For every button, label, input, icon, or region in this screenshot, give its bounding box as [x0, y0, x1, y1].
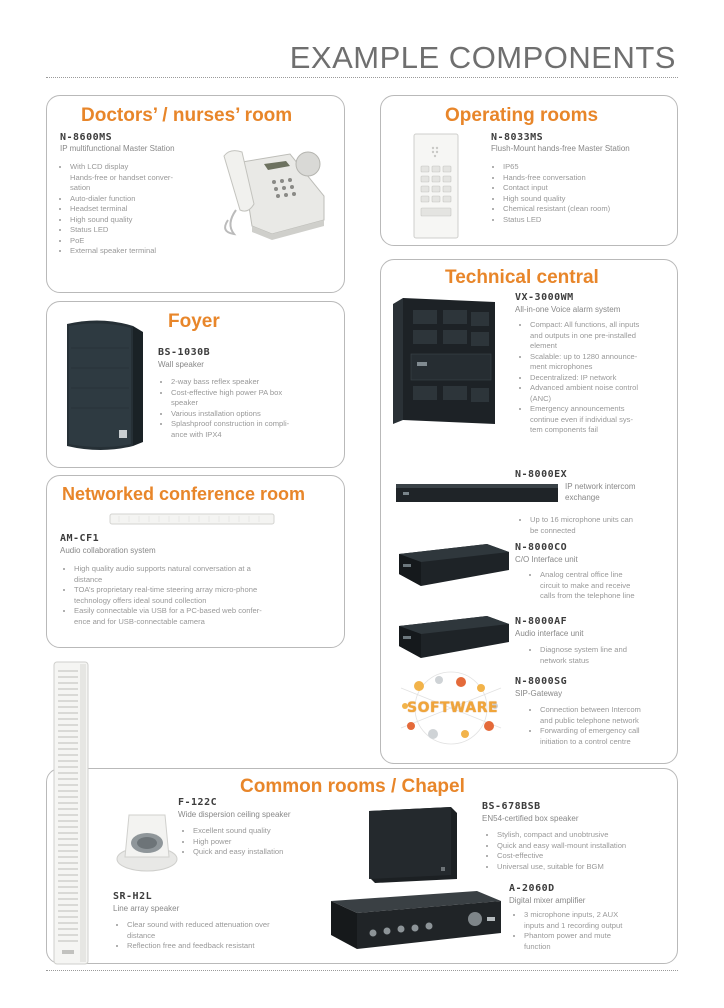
desc-a2060d: Digital mixer amplifier — [509, 896, 586, 905]
feature-item: • Diagnose system line and — [540, 645, 690, 656]
page-title: EXAMPLE COMPONENTS — [289, 40, 676, 75]
features-bs1030b — [161, 377, 351, 440]
feature-item: continue even if individual sys- — [530, 414, 633, 424]
desc-amcf1: Audio collaboration system — [60, 546, 156, 555]
feature-item: • Stylish, compact and unobtrusive — [497, 830, 677, 841]
desc-bs1030b: Wall speaker — [158, 360, 204, 369]
feature-item: • Chemical resistant (clean room) — [503, 204, 683, 215]
desc-n8000ex-line1: IP network intercom — [565, 482, 636, 491]
model-a2060d: A-2060D — [509, 883, 555, 894]
feature-item: • Splashproof construction in compli- — [171, 419, 351, 430]
feature-item: be connected — [530, 525, 576, 535]
feature-item: (ANC) — [530, 393, 552, 403]
heading-conference-room: Networked conference room — [62, 484, 306, 504]
features-f122c — [183, 826, 363, 858]
feature-item: • High quality audio supports natural conversation at a — [74, 564, 344, 575]
feature-item: • With LCD display — [70, 162, 220, 173]
feature-item: function — [524, 941, 551, 951]
card-technical-central — [380, 259, 678, 764]
model-n8033ms: N-8033MS — [491, 132, 544, 143]
feature-item: • Auto-dialer function — [70, 194, 220, 205]
features-n8033ms — [493, 162, 683, 225]
wall-speaker-image — [61, 318, 147, 456]
feature-item: • Clear sound with reduced attenuation over — [127, 920, 337, 931]
desc-n8000ex-line2: exchange — [565, 493, 600, 502]
feature-item: technology offers ideal sound collection — [74, 595, 207, 605]
audio-collaboration-bar-image — [109, 512, 275, 526]
feature-item: sation — [70, 183, 91, 192]
feature-item: • 3 microphone inputs, 2 AUX — [524, 910, 684, 921]
model-bs1030b: BS-1030B — [158, 347, 211, 358]
feature-item: ment microphones — [530, 362, 593, 371]
model-n8000co: N-8000CO — [515, 542, 568, 553]
feature-item: • Headset terminal — [70, 204, 220, 215]
model-n8000af: N-8000AF — [515, 616, 568, 627]
feature-item: • High power — [193, 837, 363, 848]
features-n8000co — [530, 570, 690, 602]
card-operating-rooms — [380, 95, 678, 246]
feature-item: initiation to a control centre — [540, 736, 631, 746]
feature-item: and outputs in one pre-installed — [530, 330, 636, 340]
feature-item: • High sound quality — [503, 194, 683, 205]
features-a2060d — [514, 910, 684, 952]
box-speaker-image — [365, 805, 463, 885]
feature-item: • External speaker terminal — [70, 246, 220, 257]
audio-interface-unit-image — [395, 612, 511, 662]
features-bs678bsb — [487, 830, 677, 872]
card-doctors-room — [46, 95, 345, 293]
voice-alarm-rack-image — [391, 296, 503, 428]
feature-item: • Status LED — [70, 225, 220, 236]
feature-item: • Easily connectable via USB for a PC-based web confer- — [74, 606, 344, 617]
feature-item: • Connection between Intercom — [540, 705, 690, 716]
model-srh2l: SR-H2L — [113, 891, 153, 902]
feature-item: • Emergency announcements — [530, 404, 690, 415]
desc-bs678bsb: EN54-certified box speaker — [482, 814, 579, 823]
feature-item: • Compact: All functions, all inputs — [530, 320, 690, 331]
card-conference-room — [46, 475, 345, 648]
feature-item: • Up to 16 microphone units can — [530, 515, 690, 526]
ceiling-speaker-image — [115, 803, 179, 873]
title-divider — [46, 77, 678, 78]
feature-item: • Universal use, suitable for BGM — [497, 862, 677, 873]
mixer-amplifier-image — [327, 887, 503, 951]
desc-vx3000wm: All-in-one Voice alarm system — [515, 305, 621, 314]
feature-item: • Advanced ambient noise control — [530, 383, 690, 394]
card-common-rooms — [46, 768, 678, 964]
feature-item: distance — [127, 930, 156, 940]
feature-item: • Cost-effective — [497, 851, 677, 862]
desc-srh2l: Line array speaker — [113, 904, 180, 913]
features-srh2l — [117, 920, 337, 952]
feature-item: ence and for USB-connectable camera — [74, 616, 205, 626]
feature-item: inputs and 1 recording output — [524, 920, 623, 930]
feature-item: • TOA’s proprietary real-time steering array micro-phone — [74, 585, 344, 596]
feature-item: • PoE — [70, 236, 220, 247]
feature-item: • IP65 — [503, 162, 683, 173]
feature-item: • Quick and easy wall-mount installation — [497, 841, 677, 852]
features-n8000ex — [520, 515, 690, 536]
desc-n8033ms: Flush-Mount hands-free Master Station — [491, 144, 630, 153]
feature-item: element — [530, 341, 558, 350]
model-vx3000wm: VX-3000WM — [515, 292, 574, 303]
feature-item: • High sound quality — [70, 215, 220, 226]
feature-item: tem components fail — [530, 425, 598, 434]
feature-item: • Scalable: up to 1280 announce- — [530, 352, 690, 363]
feature-item: and public telephone network — [540, 715, 639, 725]
feature-item: network status — [540, 655, 589, 665]
feature-item: • Forwarding of emergency call — [540, 726, 690, 737]
master-station-image — [212, 134, 332, 244]
heading-technical-central: Technical central — [445, 267, 599, 288]
desc-n8600ms: IP multifunctional Master Station — [60, 144, 175, 153]
heading-common-rooms: Common rooms / Chapel — [240, 776, 465, 797]
model-n8600ms: N-8600MS — [60, 132, 113, 143]
feature-item: Hands-free or handset conver- — [70, 172, 173, 182]
intercom-exchange-image — [395, 482, 559, 504]
footer-divider — [46, 970, 678, 971]
desc-n8000co: C/O Interface unit — [515, 555, 578, 564]
feature-item: • Contact input — [503, 183, 683, 194]
feature-item: • 2-way bass reflex speaker — [171, 377, 351, 388]
model-n8000sg: N-8000SG — [515, 676, 568, 687]
co-interface-unit-image — [395, 540, 511, 590]
card-foyer — [46, 301, 345, 468]
model-f122c: F-122C — [178, 797, 218, 808]
heading-operating-rooms: Operating rooms — [445, 105, 599, 126]
features-n8600ms — [60, 162, 220, 257]
flush-mount-station-image — [411, 132, 461, 240]
features-amcf1 — [64, 564, 344, 627]
feature-item: • Phantom power and mute — [524, 931, 684, 942]
features-n8000sg — [530, 705, 690, 747]
software-label: SOFTWARE — [407, 700, 499, 716]
features-vx3000wm — [520, 320, 690, 436]
feature-item: speaker — [171, 398, 199, 407]
desc-n8000af: Audio interface unit — [515, 629, 584, 638]
feature-item: • Various installation options — [171, 409, 351, 420]
feature-item: • Decentralized: IP network — [530, 373, 690, 384]
feature-item: • Status LED — [503, 215, 683, 226]
feature-item: calls from the telephone line — [540, 591, 635, 600]
desc-n8000sg: SIP-Gateway — [515, 689, 563, 698]
feature-item: ance with IPX4 — [171, 429, 222, 439]
model-n8000ex: N-8000EX — [515, 469, 568, 480]
feature-item: circuit to make and receive — [540, 580, 631, 590]
feature-item: distance — [74, 574, 103, 584]
model-amcf1: AM-CF1 — [60, 533, 100, 544]
feature-item: • Cost-effective high power PA box — [171, 388, 351, 399]
feature-item: • Excellent sound quality — [193, 826, 363, 837]
heading-doctors-room: Doctors’ / nurses’ room — [81, 105, 293, 126]
feature-item: • Quick and easy installation — [193, 847, 363, 858]
heading-foyer: Foyer — [168, 311, 220, 332]
line-array-speaker-image — [50, 660, 92, 968]
feature-item: • Reflection free and feedback resistant — [127, 941, 337, 952]
feature-item: • Analog central office line — [540, 570, 690, 581]
features-n8000af — [530, 645, 690, 666]
model-bs678bsb: BS-678BSB — [482, 801, 541, 812]
desc-f122c: Wide dispersion ceiling speaker — [178, 810, 291, 819]
feature-item: • Hands-free conversation — [503, 173, 683, 184]
